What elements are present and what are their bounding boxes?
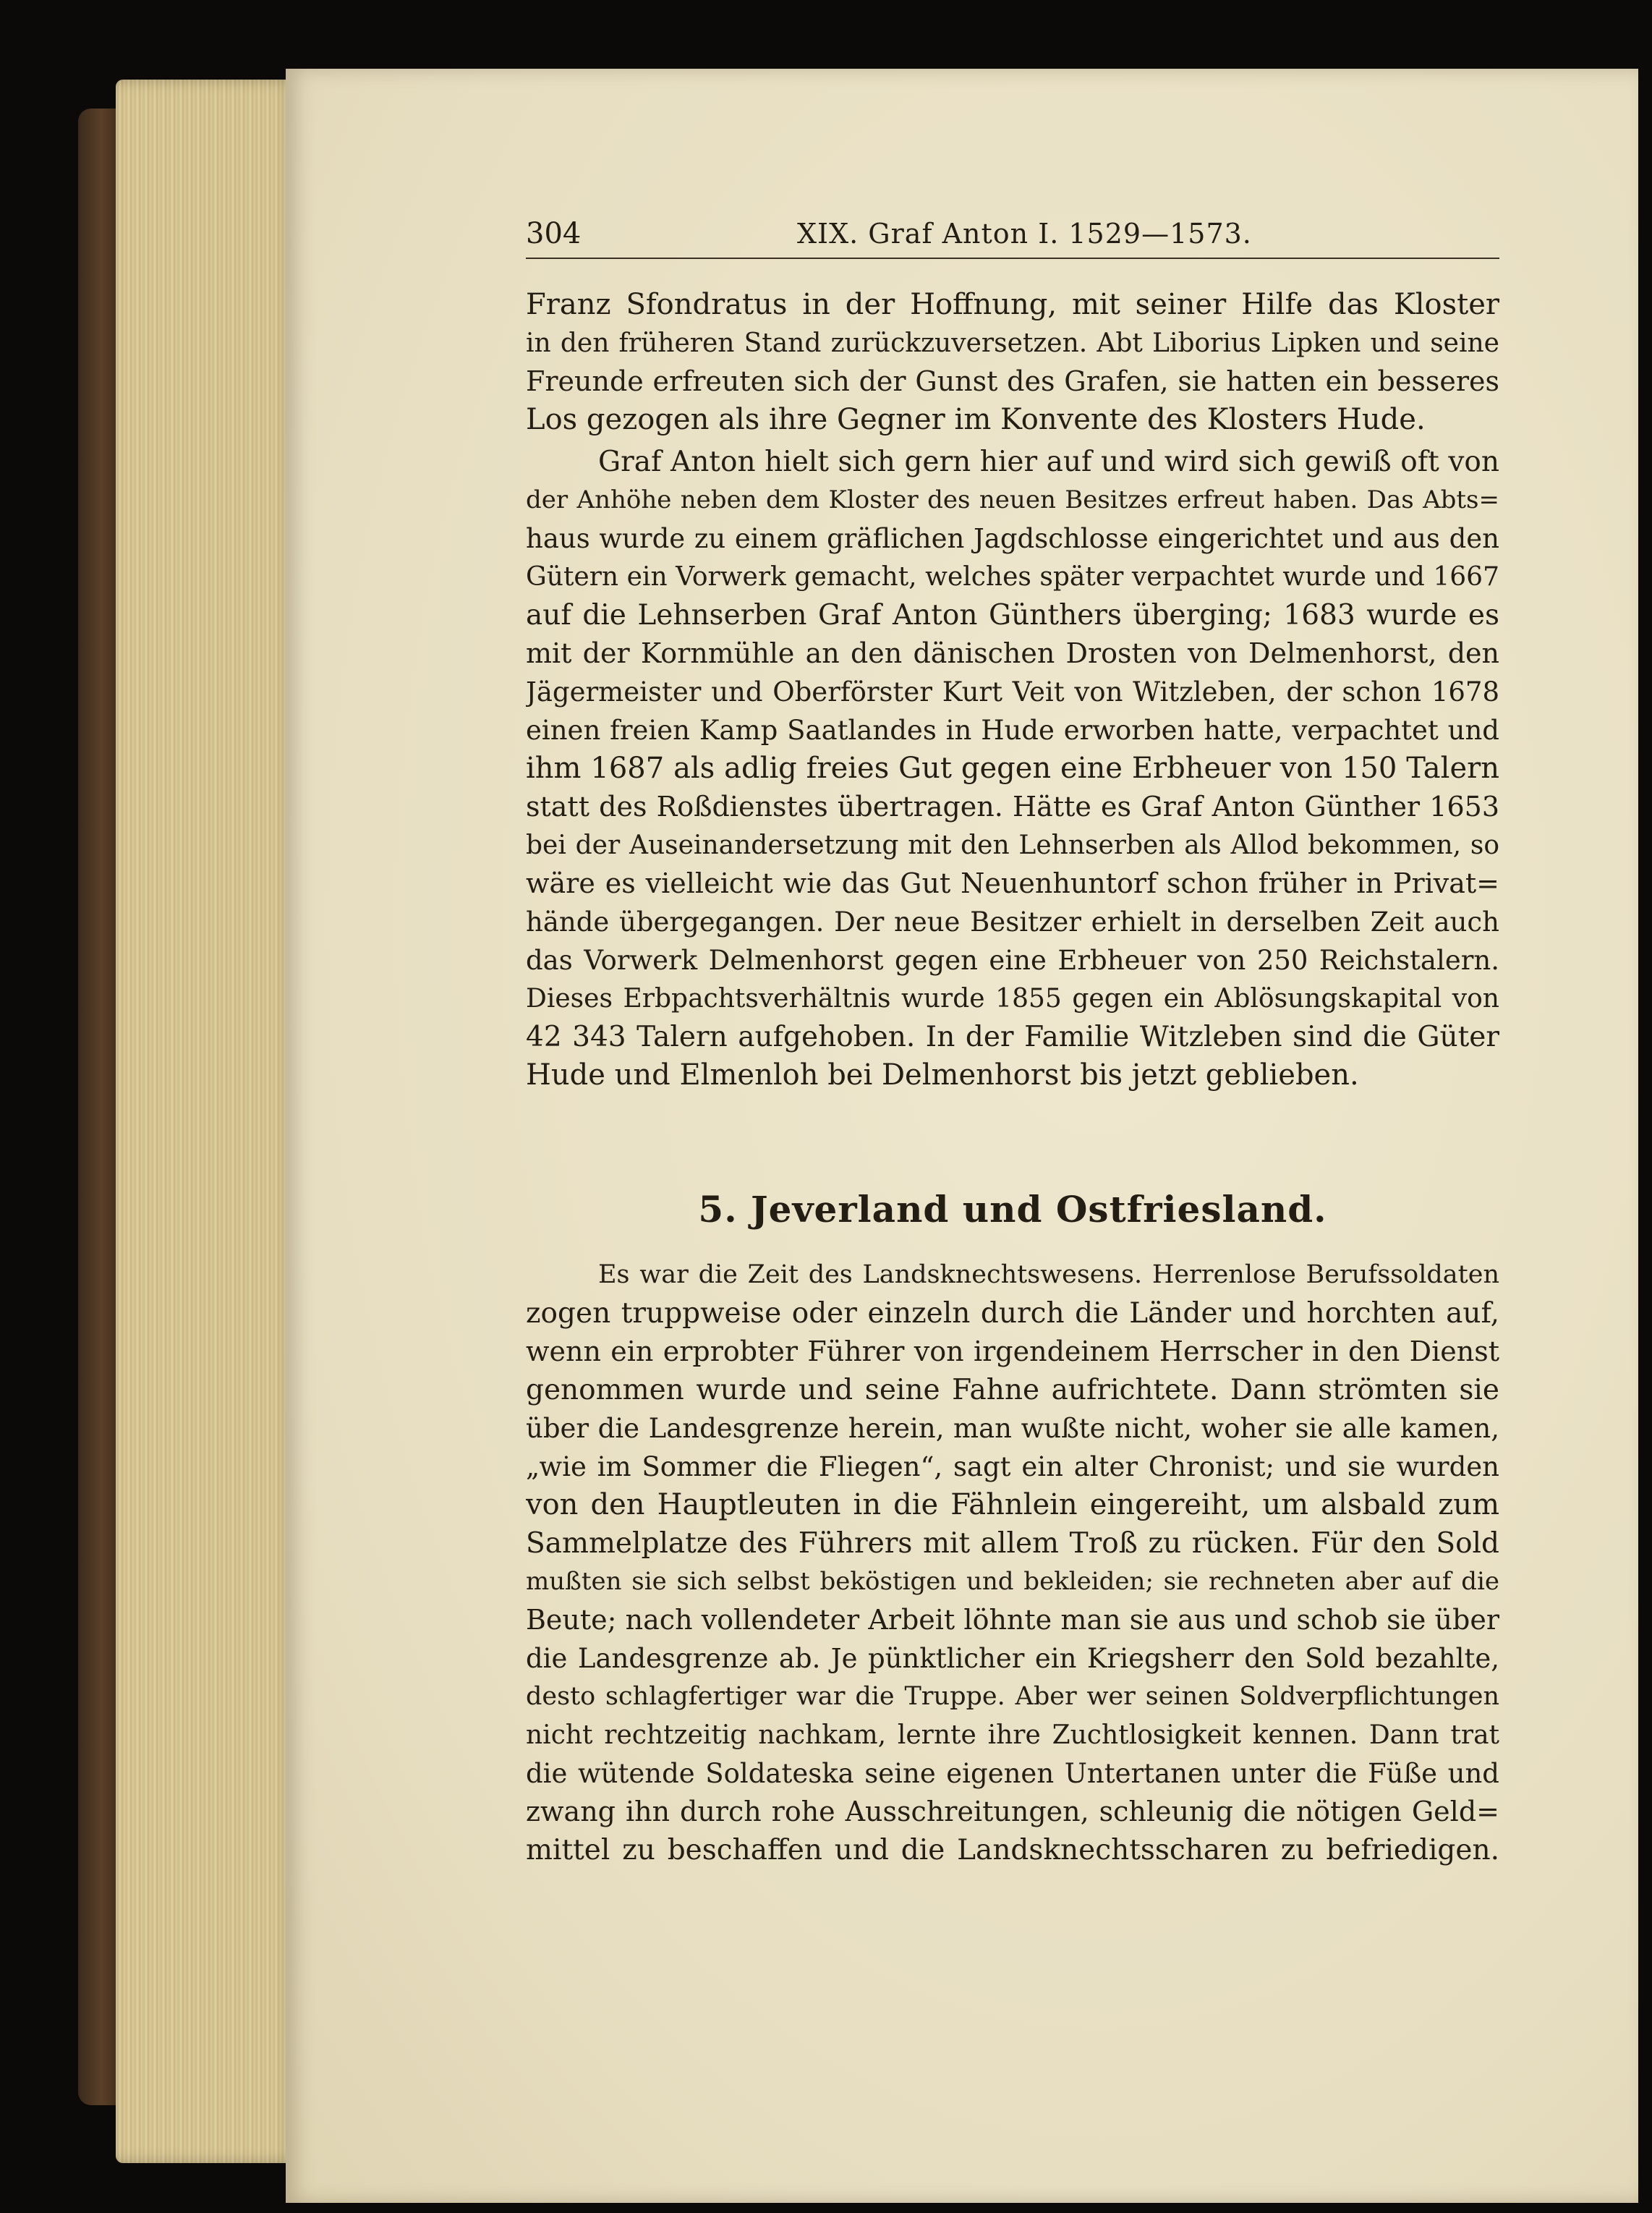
text-line: haus wurde zu einem gräflichen Jagdschlosse eingerichtet und aus den: [526, 523, 1499, 554]
text-line: das Vorwerk Delmenhorst gegen eine Erbheuer von 250 Reichstalern.: [526, 945, 1499, 976]
text-line: über die Landesgrenze herein, man wußte nicht, woher sie alle kamen,: [526, 1413, 1499, 1444]
text-line: hände übergegangen. Der neue Besitzer erhielt in derselben Zeit auch: [526, 906, 1499, 938]
text-line: statt des Roßdienstes übertragen. Hätte es Graf Anton Günther 1653: [526, 791, 1499, 823]
text-line: Los gezogen als ihre Gegner im Konvente des Klosters Hude.: [526, 403, 1426, 436]
text-line: die wütende Soldateska seine eigenen Untertanen unter die Füße und: [526, 1758, 1499, 1789]
section-paragraph: [526, 1256, 1499, 1869]
text-line: in den früheren Stand zurückzuversetzen. Abt Liborius Lipken und seine: [526, 328, 1499, 358]
text-line: bei der Auseinandersetzung mit den Lehnserben als Allod bekommen, so: [526, 831, 1499, 860]
text-line: Sammelplatze des Führers mit allem Troß zu rücken. Für den Sold: [526, 1527, 1499, 1560]
text-line: Es war die Zeit des Landsknechtswesens. Herrenlose Berufssoldaten: [598, 1260, 1499, 1289]
text-line: ihm 1687 als adlig freies Gut gegen eine Erbheuer von 150 Talern: [526, 752, 1499, 785]
text-line: mittel zu beschaffen und die Landsknechtsscharen zu befriedigen.: [526, 1834, 1499, 1866]
text-line: Jägermeister und Oberförster Kurt Veit von Witzleben, der schon 1678: [526, 676, 1499, 708]
text-line: wäre es vielleicht wie das Gut Neuenhuntorf schon früher in Privat=: [526, 867, 1499, 899]
text-line: Franz Sfondratus in der Hoffnung, mit seiner Hilfe das Kloster: [526, 288, 1499, 321]
text-line: zogen truppweise oder einzeln durch die Länder und horchten auf,: [526, 1297, 1499, 1330]
text-line: Beute; nach vollendeter Arbeit löhnte man sie aus und schob sie über: [526, 1604, 1499, 1636]
text-line: genommen wurde und seine Fahne aufrichtete. Dann strömten sie: [526, 1374, 1499, 1406]
text-line: Graf Anton hielt sich gern hier auf und wird sich gewiß oft von: [598, 446, 1499, 478]
running-head: [526, 216, 1499, 259]
text-line: Freunde erfreuten sich der Gunst des Grafen, sie hatten ein besseres: [526, 365, 1499, 397]
text-line: der Anhöhe neben dem Kloster des neuen Besitzes erfreut haben. Das Abts=: [526, 485, 1499, 514]
text-line: wenn ein erprobter Führer von irgendeinem Herrscher in den Dienst: [526, 1335, 1499, 1367]
running-head-title: XIX. Graf Anton I. 1529—1573.: [797, 218, 1252, 250]
text-line: desto schlagfertiger war die Truppe. Aber wer seinen Soldverpflichtungen: [526, 1682, 1499, 1711]
page-edges: [116, 80, 297, 2163]
text-line: Dieses Erbpachtsverhältnis wurde 1855 gegen ein Ablösungskapital von: [526, 984, 1499, 1014]
text-line: Hude und Elmenloh bei Delmenhorst bis jetzt geblieben.: [526, 1058, 1359, 1092]
page-number: 304: [526, 217, 582, 250]
text-line: auf die Lehnserben Graf Anton Günthers überging; 1683 wurde es: [526, 599, 1499, 632]
paragraph-1: [526, 286, 1499, 439]
text-line: von den Hauptleuten in die Fähnlein eingereiht, um alsbald zum: [526, 1488, 1499, 1521]
text-line: die Landesgrenze ab. Je pünktlicher ein Kriegsherr den Sold bezahlte,: [526, 1643, 1499, 1674]
section-heading: 5. Jeverland und Ostfriesland.: [698, 1188, 1327, 1231]
text-line: Gütern ein Vorwerk gemacht, welches später verpachtet wurde und 1667: [526, 562, 1499, 592]
text-line: 42 343 Talern aufgehoben. In der Familie Witzleben sind die Güter: [526, 1021, 1499, 1053]
text-line: einen freien Kamp Saatlandes in Hude erworben hatte, verpachtet und: [526, 715, 1499, 746]
text-line: mit der Kornmühle an den dänischen Drosten von Delmenhorst, den: [526, 637, 1499, 669]
text-line: zwang ihn durch rohe Ausschreitungen, schleunig die nötigen Geld=: [526, 1796, 1499, 1827]
text-line: „wie im Sommer die Fliegen“, sagt ein alter Chronist; und sie wurden: [526, 1451, 1499, 1482]
paragraph-2: [526, 443, 1499, 1095]
text-line: nicht rechtzeitig nachkam, lernte ihre Zuchtlosigkeit kennen. Dann trat: [526, 1720, 1499, 1750]
text-line: mußten sie sich selbst beköstigen und bekleiden; sie rechneten aber auf die: [526, 1567, 1499, 1596]
